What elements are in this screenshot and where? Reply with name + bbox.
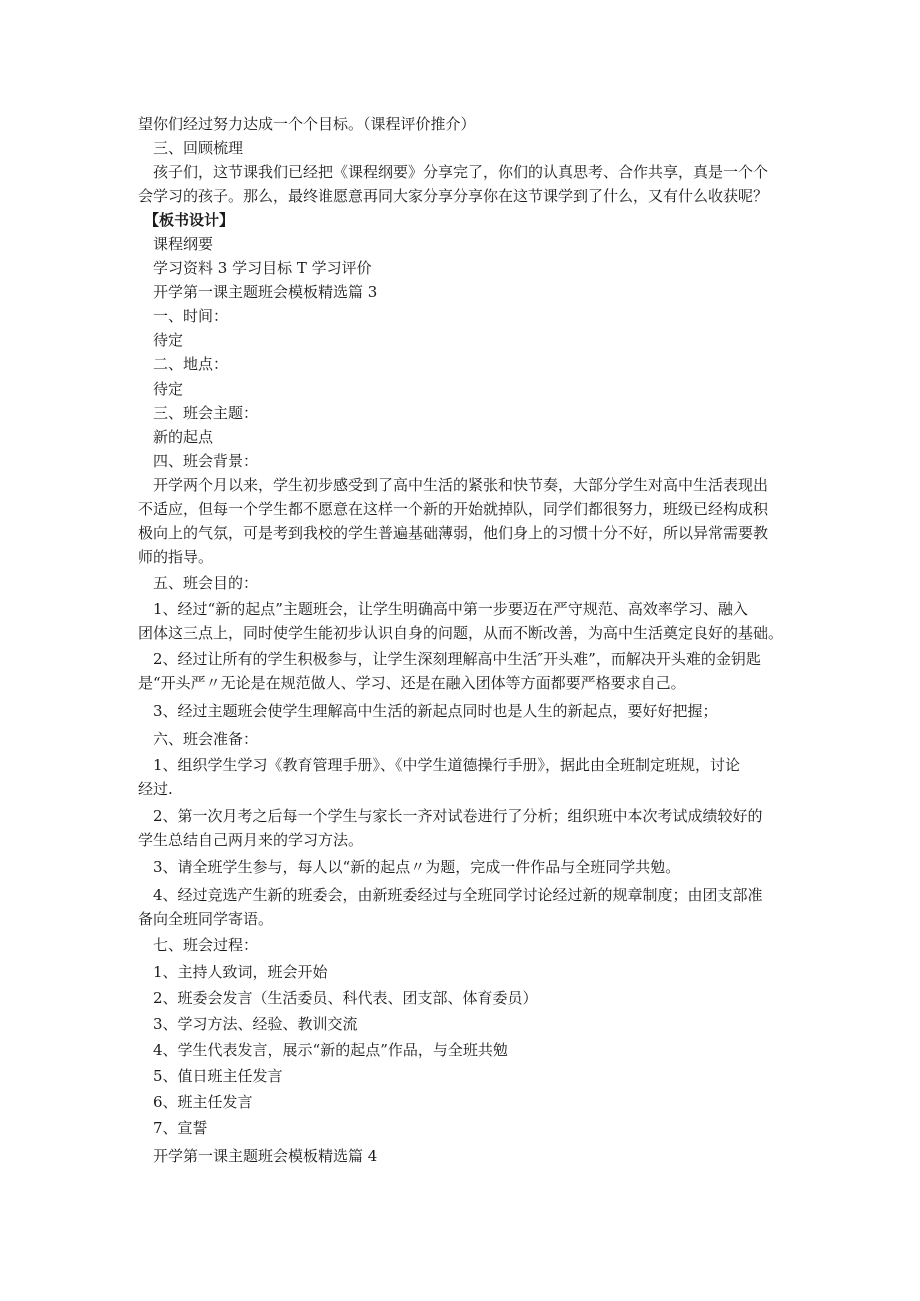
text-line: 会学习的孩子。那么，最终谁愿意再同大家分享分享你在这节课学到了什么，又有什么收获呢？ (138, 187, 769, 205)
section-heading: 三、班会主题： (153, 404, 259, 422)
text-line: 待定 (153, 380, 184, 398)
text-line: 不适应，但每一个学生都不愿意在这样一个新的开始就掉队，同学们都很努力，班级已经构成积 (138, 500, 769, 518)
text-line: 是“开头严〃无论是在规范做人、学习、还是在融入团体等方面都要严格要求自己。 (138, 674, 686, 692)
list-item: 4、学生代表发言，展示“新的起点”作品，与全班共勉 (153, 1041, 508, 1059)
section-heading: 二、地点： (153, 355, 229, 373)
text-line: 待定 (153, 331, 184, 349)
text-line: 2、经过让所有的学生积极参与，让学生深刻理解高中生活″开头难”，而解决开头难的金钥匙 (153, 650, 761, 668)
section-heading: 一、时间： (153, 307, 229, 325)
text-line: 经过. (138, 780, 173, 798)
section-heading: 五、班会目的： (153, 574, 259, 592)
list-item: 6、班主任发言 (153, 1093, 253, 1111)
text-line: 新的起点 (153, 428, 214, 446)
text-line: 1、经过“新的起点”主题班会，让学生明确高中第一步要迈在严守规范、高效率学习、融入 (153, 600, 748, 618)
list-item: 1、主持人致词，班会开始 (153, 963, 328, 981)
text-line: 备向全班同学寄语。 (138, 910, 274, 928)
section-heading: 四、班会背景： (153, 452, 259, 470)
text-line: 1、组织学生学习《教育管理手册》、《中学生道德操行手册》，据此由全班制定班规，讨论 (153, 756, 741, 774)
section-heading: 七、班会过程： (153, 936, 259, 954)
section-heading: 三、回顾梳理 (153, 139, 244, 157)
text-line: 学生总结自己两月来的学习方法。 (138, 831, 364, 849)
text-line: 4、经过竞选产生新的班委会，由新班委经过与全班同学讨论经过新的规章制度；由团支部准 (153, 886, 763, 904)
text-line: 3、请全班学生参与，每人以“新的起点〃为题，完成一件作品与全班同学共勉。 (153, 858, 681, 876)
article-title: 开学第一课主题班会模板精选篇 3 (153, 283, 378, 301)
list-item: 7、宣誓 (153, 1119, 208, 1137)
text-line: 开学两个月以来，学生初步感受到了高中生活的紧张和快节奏，大部分学生对高中生活表现出 (153, 476, 769, 494)
section-heading: 【板书设计】 (144, 211, 235, 229)
text-line: 学习资料 3 学习目标 T 学习评价 (153, 259, 372, 277)
text-line: 课程纲要 (153, 235, 214, 253)
list-item: 3、学习方法、经验、教训交流 (153, 1015, 358, 1033)
section-heading: 六、班会准备： (153, 730, 259, 748)
text-line: 师的指导。 (138, 548, 214, 566)
article-title: 开学第一课主题班会模板精选篇 4 (153, 1147, 378, 1165)
text-line: 团体这三点上，同时使学生能初步认识自身的问题，从而不断改善，为高中生活奠定良好的基础。 (138, 624, 784, 642)
text-line: 2、第一次月考之后每一个学生与家长一齐对试卷进行了分析；组织班中本次考试成绩较好的 (153, 807, 763, 825)
list-item: 2、班委会发言（生活委员、科代表、团支部、体育委员） (153, 989, 538, 1007)
text-line: 望你们经过努力达成一个个目标。（课程评价推介） (138, 115, 476, 133)
text-line: 3、经过主题班会使学生理解高中生活的新起点同时也是人生的新起点，要好好把握； (153, 702, 718, 720)
text-line: 孩子们，这节课我们已经把《课程纲要》分享完了，你们的认真思考、合作共享，真是一个个 (153, 163, 769, 181)
list-item: 5、值日班主任发言 (153, 1067, 283, 1085)
text-line: 极向上的气氛，可是考到我校的学生普遍基础薄弱，他们身上的习惯十分不好，所以异常需要教 (138, 524, 769, 542)
